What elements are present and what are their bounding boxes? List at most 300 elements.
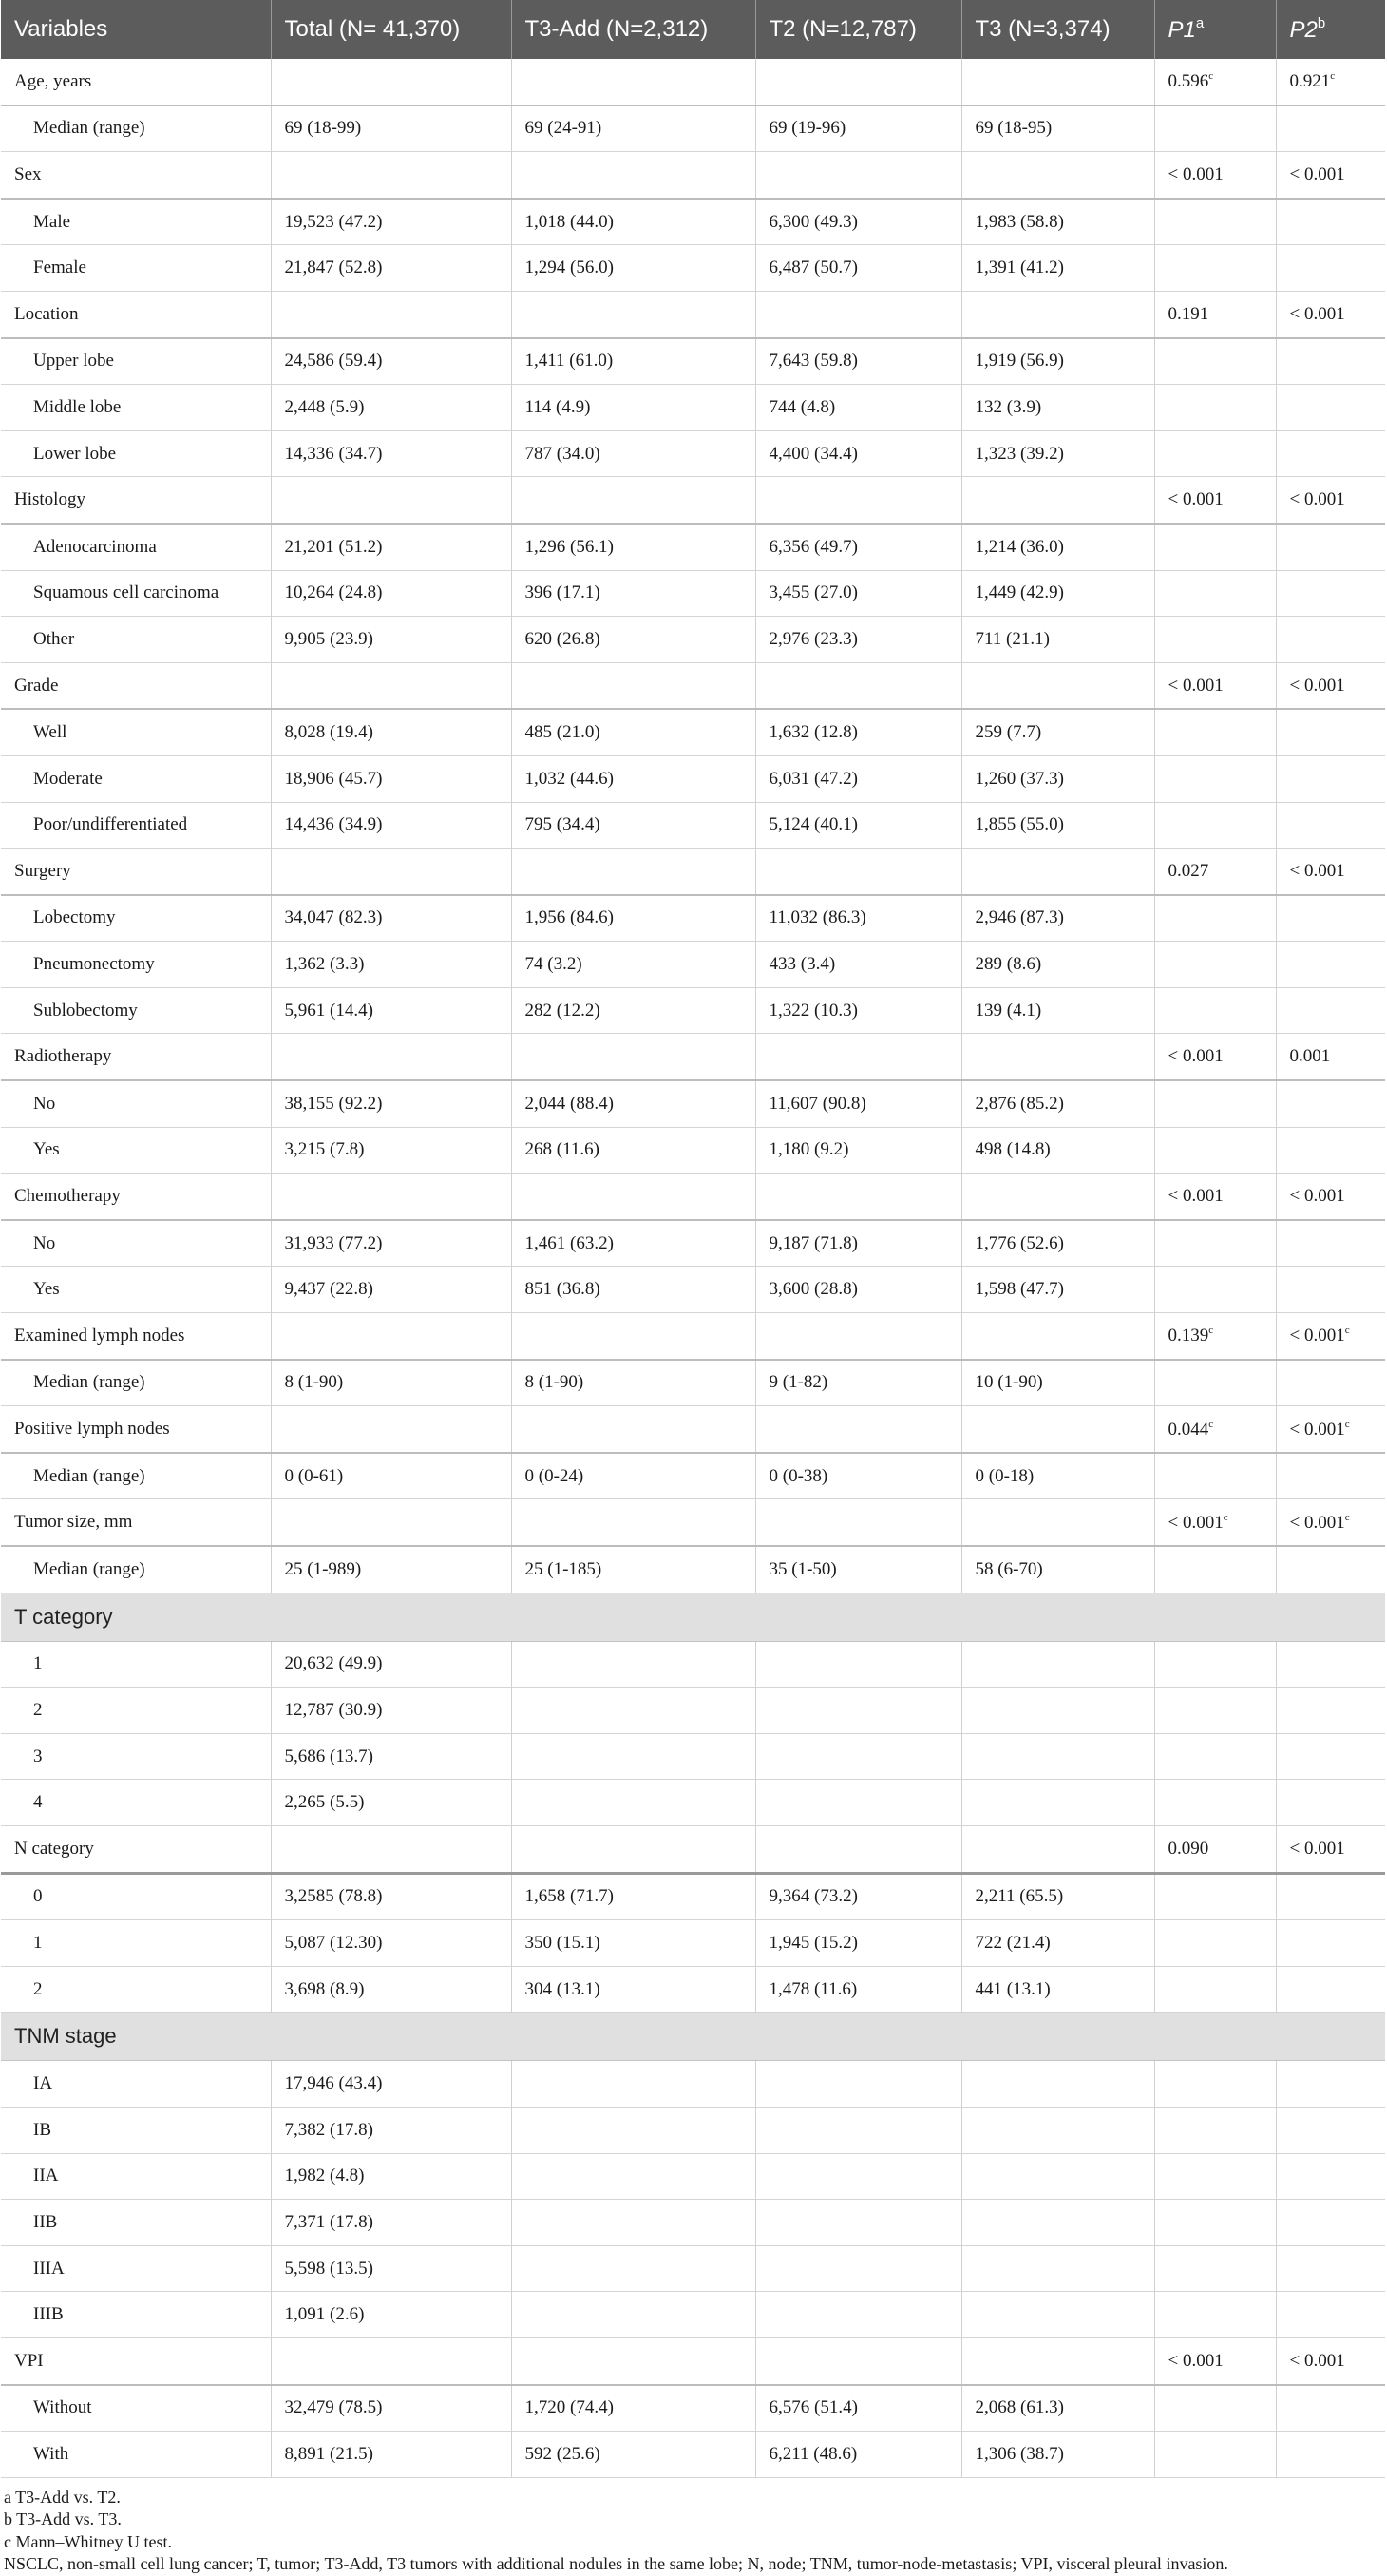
cell-p1 xyxy=(1154,59,1276,105)
cell-t3 xyxy=(961,1406,1154,1453)
variable-group-row xyxy=(1,662,1385,709)
variable-group-row xyxy=(1,2337,1385,2384)
cell-t3add xyxy=(511,1406,755,1453)
cell-t3 xyxy=(961,59,1154,105)
cell-p1 xyxy=(1154,662,1276,709)
cell-t3add: 2,044 (88.4) xyxy=(511,1080,755,1127)
footnote-line: a T3-Add vs. T2. xyxy=(4,2487,121,2507)
category-label: IB xyxy=(1,2107,271,2153)
variable-group-row xyxy=(1,1313,1385,1360)
p1-value: < 0.001 xyxy=(1168,1512,1224,1533)
cell-p2 xyxy=(1276,1966,1385,2013)
cell-t3: 2,946 (87.3) xyxy=(961,895,1154,942)
variable-group-row xyxy=(1,477,1385,524)
header-p2-sup: b xyxy=(1317,15,1326,31)
table-row xyxy=(1,2292,1385,2338)
table-row xyxy=(1,430,1385,477)
table-row xyxy=(1,385,1385,431)
cell-t3: 0 (0-18) xyxy=(961,1453,1154,1499)
p2-value: < 0.001 xyxy=(1289,1186,1345,1207)
table-row xyxy=(1,2200,1385,2246)
cell-total: 5,961 (14.4) xyxy=(271,987,511,1034)
cell-total: 17,946 (43.4) xyxy=(271,2061,511,2108)
cell-t3 xyxy=(961,662,1154,709)
header-p2-label: P2 xyxy=(1289,17,1318,43)
p2-value: < 0.001 xyxy=(1289,1512,1345,1533)
table-row xyxy=(1,755,1385,802)
cell-t3: 1,323 (39.2) xyxy=(961,430,1154,477)
cell-t3 xyxy=(961,2292,1154,2338)
cell-t3 xyxy=(961,2061,1154,2108)
cell-t2: 6,576 (51.4) xyxy=(755,2385,961,2432)
cell-t3 xyxy=(961,1313,1154,1360)
cell-t3add: 851 (36.8) xyxy=(511,1267,755,1313)
cell-t3: 1,598 (47.7) xyxy=(961,1267,1154,1313)
p2-footnote-mark: c xyxy=(1344,1418,1350,1430)
cell-p2 xyxy=(1276,2200,1385,2246)
cell-t3: 1,855 (55.0) xyxy=(961,802,1154,849)
p2-value: < 0.001 xyxy=(1289,489,1345,510)
cell-t2: 7,643 (59.8) xyxy=(755,338,961,385)
cell-total: 3,215 (7.8) xyxy=(271,1127,511,1174)
cell-p2 xyxy=(1276,1406,1385,1453)
cell-t3add xyxy=(511,1499,755,1546)
cell-t3 xyxy=(961,1688,1154,1734)
cell-t2 xyxy=(755,59,961,105)
variable-label: Chemotherapy xyxy=(1,1174,271,1220)
p2-value: 0.921 xyxy=(1289,71,1331,92)
category-label: Median (range) xyxy=(1,1546,271,1593)
cell-total: 3,2585 (78.8) xyxy=(271,1873,511,1920)
cell-t2 xyxy=(755,1688,961,1734)
cell-p2 xyxy=(1276,291,1385,337)
cell-t3add: 1,294 (56.0) xyxy=(511,245,755,292)
cell-p2 xyxy=(1276,152,1385,199)
baseline-characteristics-table xyxy=(1,0,1385,2478)
cell-t3: 1,776 (52.6) xyxy=(961,1220,1154,1267)
category-label: 2 xyxy=(1,1966,271,2013)
header-variables: Variables xyxy=(1,0,271,59)
cell-t3: 1,983 (58.8) xyxy=(961,199,1154,245)
cell-t3add: 0 (0-24) xyxy=(511,1453,755,1499)
cell-t2: 744 (4.8) xyxy=(755,385,961,431)
cell-p1 xyxy=(1154,1733,1276,1780)
table-row xyxy=(1,1873,1385,1920)
table-row xyxy=(1,1360,1385,1406)
cell-t2: 11,032 (86.3) xyxy=(755,895,961,942)
cell-t3add xyxy=(511,2200,755,2246)
cell-total: 21,847 (52.8) xyxy=(271,245,511,292)
cell-p1 xyxy=(1154,1360,1276,1406)
cell-t3add xyxy=(511,1733,755,1780)
p2-value: < 0.001 xyxy=(1289,1419,1345,1440)
cell-p1 xyxy=(1154,1080,1276,1127)
cell-p1 xyxy=(1154,755,1276,802)
cell-p1 xyxy=(1154,570,1276,617)
cell-p1 xyxy=(1154,152,1276,199)
variable-group-row xyxy=(1,1174,1385,1220)
category-label: 1 xyxy=(1,1641,271,1688)
cell-t2 xyxy=(755,1641,961,1688)
p2-value: < 0.001 xyxy=(1289,1838,1345,1859)
table-row xyxy=(1,199,1385,245)
cell-t3add: 1,461 (63.2) xyxy=(511,1220,755,1267)
cell-t3 xyxy=(961,2245,1154,2292)
cell-total: 1,982 (4.8) xyxy=(271,2153,511,2200)
cell-t3add: 114 (4.9) xyxy=(511,385,755,431)
p1-value: < 0.001 xyxy=(1168,1046,1224,1067)
cell-t2 xyxy=(755,2292,961,2338)
cell-t2 xyxy=(755,1406,961,1453)
cell-p1 xyxy=(1154,2200,1276,2246)
cell-p1 xyxy=(1154,1825,1276,1873)
category-label: Pneumonectomy xyxy=(1,942,271,988)
cell-total: 3,698 (8.9) xyxy=(271,1966,511,2013)
cell-p1 xyxy=(1154,942,1276,988)
cell-p2 xyxy=(1276,2337,1385,2384)
cell-t2: 9 (1-82) xyxy=(755,1360,961,1406)
cell-t3add: 268 (11.6) xyxy=(511,1127,755,1174)
p1-value: < 0.001 xyxy=(1168,675,1224,696)
cell-t3add xyxy=(511,1641,755,1688)
cell-p1 xyxy=(1154,709,1276,755)
cell-total xyxy=(271,1825,511,1873)
cell-t2: 6,031 (47.2) xyxy=(755,755,961,802)
cell-total xyxy=(271,59,511,105)
cell-p2 xyxy=(1276,709,1385,755)
p1-value: 0.027 xyxy=(1168,860,1209,881)
cell-t2: 35 (1-50) xyxy=(755,1546,961,1593)
cell-t2: 2,976 (23.3) xyxy=(755,617,961,663)
cell-t3: 2,211 (65.5) xyxy=(961,1873,1154,1920)
table-row xyxy=(1,1966,1385,2013)
cell-p1 xyxy=(1154,105,1276,152)
section-band-row xyxy=(1,1593,1385,1641)
category-label: 4 xyxy=(1,1780,271,1826)
header-total: Total (N= 41,370) xyxy=(271,0,511,59)
cell-t3add: 69 (24-91) xyxy=(511,105,755,152)
cell-p2 xyxy=(1276,1220,1385,1267)
cell-p2 xyxy=(1276,942,1385,988)
section-band-label: T category xyxy=(1,1593,1385,1641)
cell-p1 xyxy=(1154,2385,1276,2432)
cell-t2: 1,180 (9.2) xyxy=(755,1127,961,1174)
variable-label: VPI xyxy=(1,2337,271,2384)
footnote-line: b T3-Add vs. T3. xyxy=(4,2509,122,2529)
category-label: Without xyxy=(1,2385,271,2432)
cell-total xyxy=(271,477,511,524)
table-row xyxy=(1,1080,1385,1127)
cell-t3add: 620 (26.8) xyxy=(511,617,755,663)
cell-t3: 498 (14.8) xyxy=(961,1127,1154,1174)
cell-total: 24,586 (59.4) xyxy=(271,338,511,385)
cell-p2 xyxy=(1276,1641,1385,1688)
category-label: No xyxy=(1,1080,271,1127)
table-row xyxy=(1,802,1385,849)
p2-value: < 0.001 xyxy=(1289,675,1345,696)
cell-t2 xyxy=(755,1499,961,1546)
cell-t3: 2,068 (61.3) xyxy=(961,2385,1154,2432)
cell-total xyxy=(271,152,511,199)
cell-t3add: 74 (3.2) xyxy=(511,942,755,988)
cell-t3add: 396 (17.1) xyxy=(511,570,755,617)
table-row xyxy=(1,709,1385,755)
footnote-line: NSCLC, non-small cell lung cancer; T, tumor; T3-Add, T3 tumors with additional nodules in the same lobe; N, node; TNM, tumor-node-metastasis; VPI, visceral pleural invasion. xyxy=(4,2554,1228,2574)
cell-t3: 10 (1-90) xyxy=(961,1360,1154,1406)
cell-t3 xyxy=(961,1780,1154,1826)
cell-t3add xyxy=(511,1688,755,1734)
cell-t2 xyxy=(755,849,961,895)
category-label: IIB xyxy=(1,2200,271,2246)
cell-t3add: 304 (13.1) xyxy=(511,1966,755,2013)
cell-total xyxy=(271,1313,511,1360)
cell-p2 xyxy=(1276,617,1385,663)
cell-p2 xyxy=(1276,1034,1385,1080)
cell-t3 xyxy=(961,477,1154,524)
cell-p1 xyxy=(1154,1220,1276,1267)
cell-p2 xyxy=(1276,802,1385,849)
p1-footnote-mark: c xyxy=(1208,70,1214,83)
cell-p1 xyxy=(1154,1546,1276,1593)
cell-p1 xyxy=(1154,1406,1276,1453)
cell-p1 xyxy=(1154,617,1276,663)
cell-p2 xyxy=(1276,2245,1385,2292)
table-footnotes xyxy=(4,2487,1387,2576)
header-p1-label: P1 xyxy=(1168,17,1196,43)
variable-label: Positive lymph nodes xyxy=(1,1406,271,1453)
cell-p2 xyxy=(1276,105,1385,152)
cell-total xyxy=(271,662,511,709)
cell-total: 5,686 (13.7) xyxy=(271,1733,511,1780)
cell-t2 xyxy=(755,2107,961,2153)
variable-label: Age, years xyxy=(1,59,271,105)
cell-t2: 3,455 (27.0) xyxy=(755,570,961,617)
cell-t3add: 1,720 (74.4) xyxy=(511,2385,755,2432)
cell-p1 xyxy=(1154,2245,1276,2292)
category-label: With xyxy=(1,2432,271,2478)
p2-value: < 0.001 xyxy=(1289,1326,1345,1346)
variable-label: Surgery xyxy=(1,849,271,895)
variable-label: Location xyxy=(1,291,271,337)
cell-p1 xyxy=(1154,1641,1276,1688)
category-label: Poor/undifferentiated xyxy=(1,802,271,849)
table-body xyxy=(1,59,1385,2477)
cell-p1 xyxy=(1154,1920,1276,1967)
cell-t3 xyxy=(961,1641,1154,1688)
category-label: Female xyxy=(1,245,271,292)
cell-t2 xyxy=(755,2153,961,2200)
cell-p2 xyxy=(1276,662,1385,709)
cell-total: 18,906 (45.7) xyxy=(271,755,511,802)
cell-p2 xyxy=(1276,385,1385,431)
cell-p1 xyxy=(1154,1453,1276,1499)
variable-group-row xyxy=(1,1034,1385,1080)
cell-p2 xyxy=(1276,1360,1385,1406)
p2-value: < 0.001 xyxy=(1289,2350,1345,2371)
cell-p2 xyxy=(1276,1733,1385,1780)
cell-total: 25 (1-989) xyxy=(271,1546,511,1593)
cell-p2 xyxy=(1276,1453,1385,1499)
cell-p2 xyxy=(1276,2432,1385,2478)
cell-p1 xyxy=(1154,2292,1276,2338)
category-label: IIIB xyxy=(1,2292,271,2338)
category-label: Yes xyxy=(1,1127,271,1174)
cell-total: 21,201 (51.2) xyxy=(271,524,511,570)
cell-p1 xyxy=(1154,2432,1276,2478)
cell-p1 xyxy=(1154,849,1276,895)
table-row xyxy=(1,2245,1385,2292)
cell-t3add xyxy=(511,1313,755,1360)
category-label: IIA xyxy=(1,2153,271,2200)
cell-t3: 1,391 (41.2) xyxy=(961,245,1154,292)
cell-t3: 441 (13.1) xyxy=(961,1966,1154,2013)
category-label: Yes xyxy=(1,1267,271,1313)
cell-t3add xyxy=(511,1174,755,1220)
cell-total xyxy=(271,2337,511,2384)
category-label: Sublobectomy xyxy=(1,987,271,1034)
p1-value: < 0.001 xyxy=(1168,163,1224,184)
cell-p1 xyxy=(1154,524,1276,570)
cell-total xyxy=(271,1034,511,1080)
table-row xyxy=(1,895,1385,942)
header-row xyxy=(1,0,1385,59)
cell-t3: 1,919 (56.9) xyxy=(961,338,1154,385)
cell-p1 xyxy=(1154,1966,1276,2013)
category-label: Male xyxy=(1,199,271,245)
header-p2 xyxy=(1276,0,1385,59)
cell-total: 7,371 (17.8) xyxy=(271,2200,511,2246)
cell-p1 xyxy=(1154,1174,1276,1220)
cell-t3 xyxy=(961,1825,1154,1873)
cell-t2 xyxy=(755,1313,961,1360)
table-row xyxy=(1,245,1385,292)
cell-t2 xyxy=(755,1174,961,1220)
cell-p2 xyxy=(1276,1825,1385,1873)
variable-group-row xyxy=(1,1825,1385,1873)
cell-t2 xyxy=(755,2200,961,2246)
cell-t2: 6,487 (50.7) xyxy=(755,245,961,292)
category-label: 2 xyxy=(1,1688,271,1734)
variable-label: Histology xyxy=(1,477,271,524)
cell-p1 xyxy=(1154,385,1276,431)
cell-p1 xyxy=(1154,2061,1276,2108)
cell-p1 xyxy=(1154,2107,1276,2153)
cell-t3add xyxy=(511,2107,755,2153)
p2-footnote-mark: c xyxy=(1330,70,1336,83)
cell-t2: 4,400 (34.4) xyxy=(755,430,961,477)
cell-total: 8,028 (19.4) xyxy=(271,709,511,755)
cell-total: 14,436 (34.9) xyxy=(271,802,511,849)
cell-total: 1,091 (2.6) xyxy=(271,2292,511,2338)
cell-t2: 1,322 (10.3) xyxy=(755,987,961,1034)
cell-p2 xyxy=(1276,338,1385,385)
cell-t2 xyxy=(755,2061,961,2108)
cell-p1 xyxy=(1154,245,1276,292)
p2-value: 0.001 xyxy=(1289,1046,1331,1067)
cell-total: 69 (18-99) xyxy=(271,105,511,152)
cell-total: 1,362 (3.3) xyxy=(271,942,511,988)
category-label: Upper lobe xyxy=(1,338,271,385)
category-label: IIIA xyxy=(1,2245,271,2292)
cell-p2 xyxy=(1276,199,1385,245)
cell-total: 20,632 (49.9) xyxy=(271,1641,511,1688)
cell-p2 xyxy=(1276,430,1385,477)
variable-group-row xyxy=(1,1499,1385,1546)
cell-t3add: 282 (12.2) xyxy=(511,987,755,1034)
cell-t2 xyxy=(755,1825,961,1873)
variable-label: Grade xyxy=(1,662,271,709)
cell-t2 xyxy=(755,1034,961,1080)
cell-total: 8 (1-90) xyxy=(271,1360,511,1406)
cell-t3: 69 (18-95) xyxy=(961,105,1154,152)
category-label: Middle lobe xyxy=(1,385,271,431)
cell-t2: 3,600 (28.8) xyxy=(755,1267,961,1313)
cell-total: 14,336 (34.7) xyxy=(271,430,511,477)
cell-total: 7,382 (17.8) xyxy=(271,2107,511,2153)
cell-t3add xyxy=(511,59,755,105)
variable-group-row xyxy=(1,291,1385,337)
cell-total: 2,448 (5.9) xyxy=(271,385,511,431)
cell-p2 xyxy=(1276,570,1385,617)
p1-footnote-mark: c xyxy=(1208,1418,1214,1430)
cell-p1 xyxy=(1154,199,1276,245)
p2-value: < 0.001 xyxy=(1289,303,1345,324)
p1-value: 0.044 xyxy=(1168,1419,1209,1440)
cell-t3: 132 (3.9) xyxy=(961,385,1154,431)
cell-t3 xyxy=(961,152,1154,199)
cell-t2 xyxy=(755,662,961,709)
p2-footnote-mark: c xyxy=(1344,1511,1350,1523)
cell-p1 xyxy=(1154,1499,1276,1546)
cell-p2 xyxy=(1276,1920,1385,1967)
table-row xyxy=(1,524,1385,570)
p1-footnote-mark: c xyxy=(1208,1325,1214,1337)
cell-t3 xyxy=(961,1034,1154,1080)
variable-label: N category xyxy=(1,1825,271,1873)
table-row xyxy=(1,1220,1385,1267)
cell-p2 xyxy=(1276,1174,1385,1220)
table-row xyxy=(1,2432,1385,2478)
p1-value: 0.139 xyxy=(1168,1326,1209,1346)
cell-p1 xyxy=(1154,1688,1276,1734)
cell-t2: 11,607 (90.8) xyxy=(755,1080,961,1127)
cell-total xyxy=(271,1174,511,1220)
cell-t3 xyxy=(961,2107,1154,2153)
cell-t2 xyxy=(755,1780,961,1826)
table-row xyxy=(1,1688,1385,1734)
p1-value: 0.191 xyxy=(1168,303,1209,324)
cell-t2: 9,364 (73.2) xyxy=(755,1873,961,1920)
cell-t3add: 592 (25.6) xyxy=(511,2432,755,2478)
cell-p1 xyxy=(1154,2153,1276,2200)
cell-t3: 1,260 (37.3) xyxy=(961,755,1154,802)
cell-t3add xyxy=(511,2245,755,2292)
cell-p2 xyxy=(1276,1313,1385,1360)
cell-t3add xyxy=(511,152,755,199)
section-band-label: TNM stage xyxy=(1,2013,1385,2061)
cell-t3add xyxy=(511,1825,755,1873)
cell-total: 5,598 (13.5) xyxy=(271,2245,511,2292)
cell-p2 xyxy=(1276,59,1385,105)
table-row xyxy=(1,1641,1385,1688)
table-row xyxy=(1,1127,1385,1174)
cell-p2 xyxy=(1276,2153,1385,2200)
variable-label: Sex xyxy=(1,152,271,199)
table-row xyxy=(1,1920,1385,1967)
category-label: Median (range) xyxy=(1,105,271,152)
cell-p1 xyxy=(1154,338,1276,385)
cell-t2 xyxy=(755,291,961,337)
